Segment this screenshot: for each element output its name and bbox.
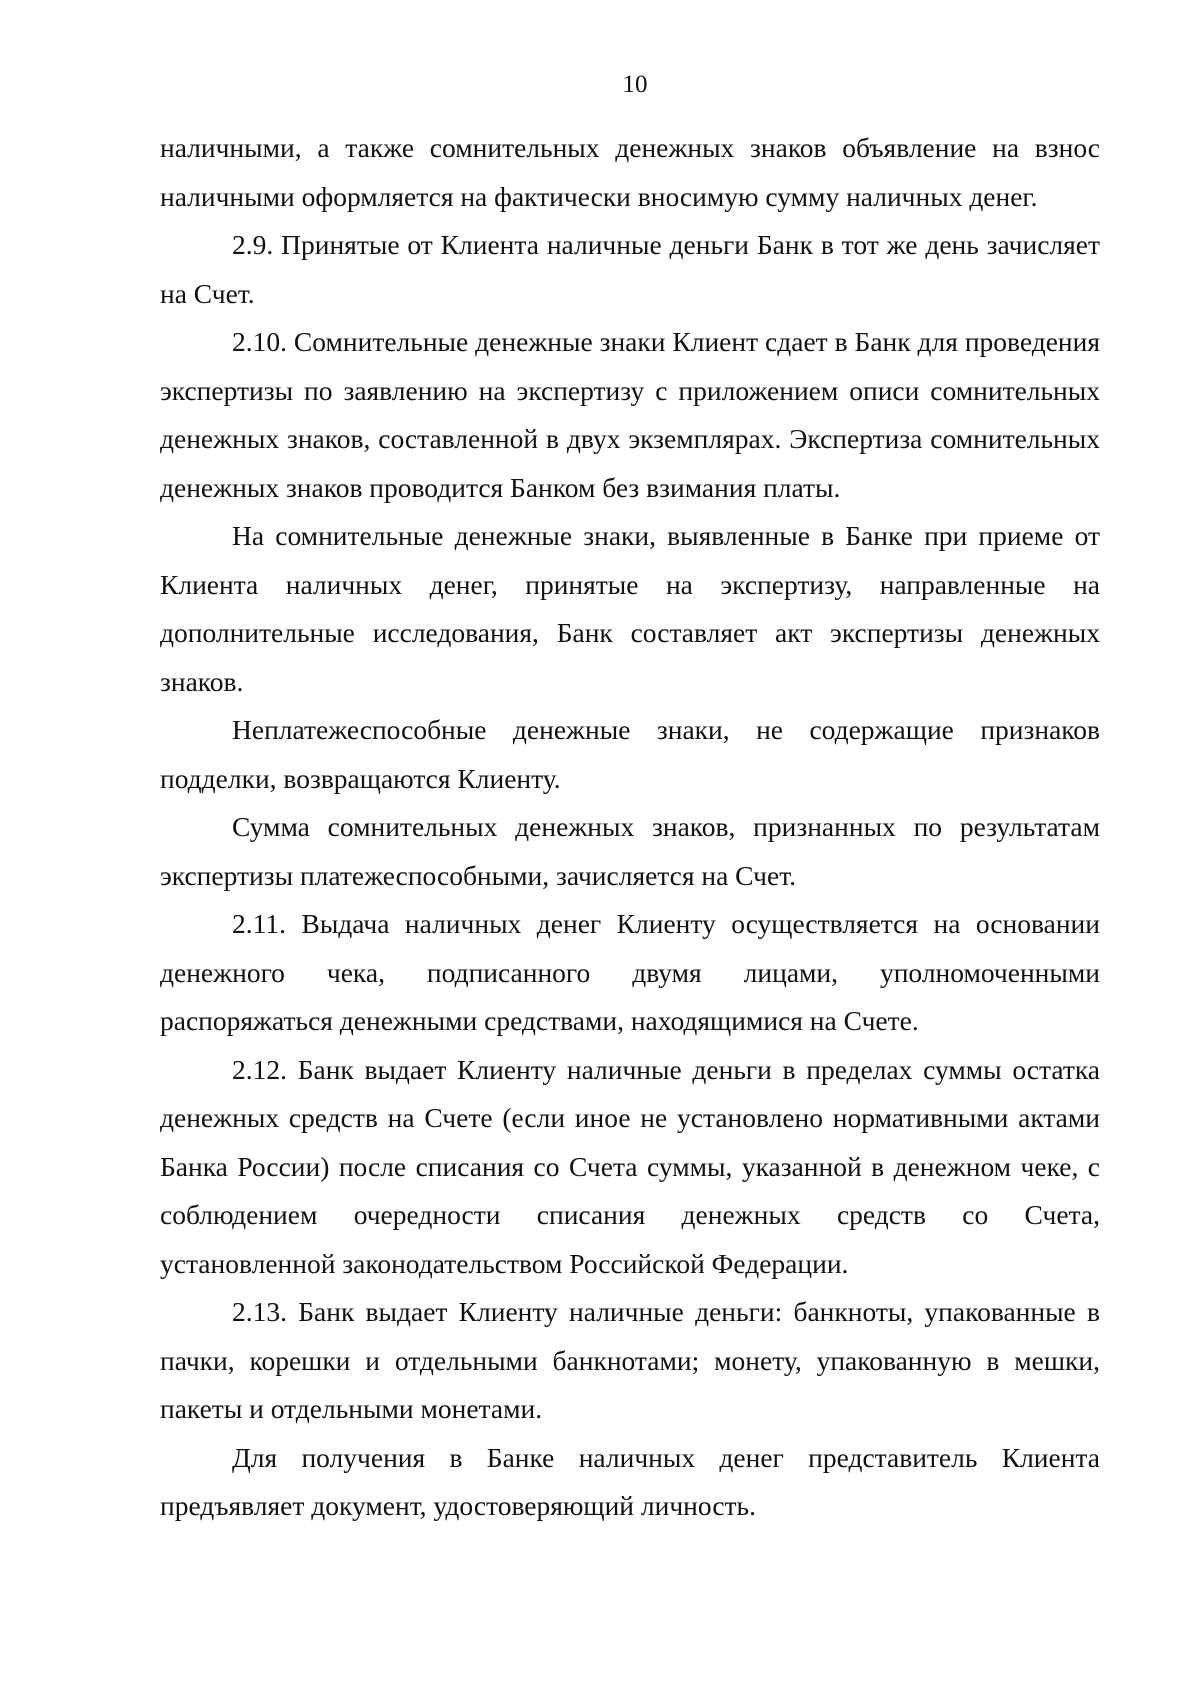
paragraph-insolvent-notes: Неплатежеспособные денежные знаки, не содержащие признаков подделки, возвращаются Клиенту. [160, 714, 1100, 794]
paragraph-identity-document: Для получения в Банке наличных денег представитель Клиента предъявляет документ, удостоверяющий личность. [160, 1441, 1100, 1521]
paragraph-2-11: 2.11. Выдача наличных денег Клиенту осуществляется на основании денежного чека, подписанного двумя лицами, уполномоченными распоряжаться денежными средствами, находящимися на Счете. [160, 908, 1100, 1036]
paragraph-2-9: 2.9. Принятые от Клиента наличные деньги Банк в тот же день зачисляет на Счет. [160, 229, 1100, 309]
document-body [160, 124, 1100, 1531]
paragraph-continuation: наличными, а также сомнительных денежных знаков объявление на взнос наличными оформляется на фактически вносимую сумму наличных денег. [160, 132, 1100, 212]
paragraph-2-10: 2.10. Сомнительные денежные знаки Клиент сдает в Банк для проведения экспертизы по заявлению на экспертизу с приложением описи сомнительных денежных знаков, составленной в двух экземплярах. Экспертиза сомнительных денежных знаков проводится Банком без взимания платы. [160, 326, 1100, 503]
paragraph-sum-credited: Сумма сомнительных денежных знаков, признанных по результатам экспертизы платежеспособными, зачисляется на Счет. [160, 811, 1100, 891]
paragraph-2-12: 2.12. Банк выдает Клиенту наличные деньги в пределах суммы остатка денежных средств на Счете (если иное не установлено нормативными актами Банка России) после списания со Счета суммы, указанной в денежном чеке, с соблюдением очередности списания денежных средств со Счета, установленной законодательством Российской Федерации. [160, 1053, 1100, 1279]
page-number: 10 [622, 71, 648, 98]
paragraph-expertise-act: На сомнительные денежные знаки, выявленные в Банке при приеме от Клиента наличных денег, принятые на экспертизу, направленные на дополнительные исследования, Банк составляет акт экспертизы денежных знаков. [160, 520, 1100, 697]
paragraph-2-13: 2.13. Банк выдает Клиенту наличные деньги: банкноты, упакованные в пачки, корешки и отдельными банкнотами; монету, упакованную в мешки, пакеты и отдельными монетами. [160, 1296, 1100, 1424]
